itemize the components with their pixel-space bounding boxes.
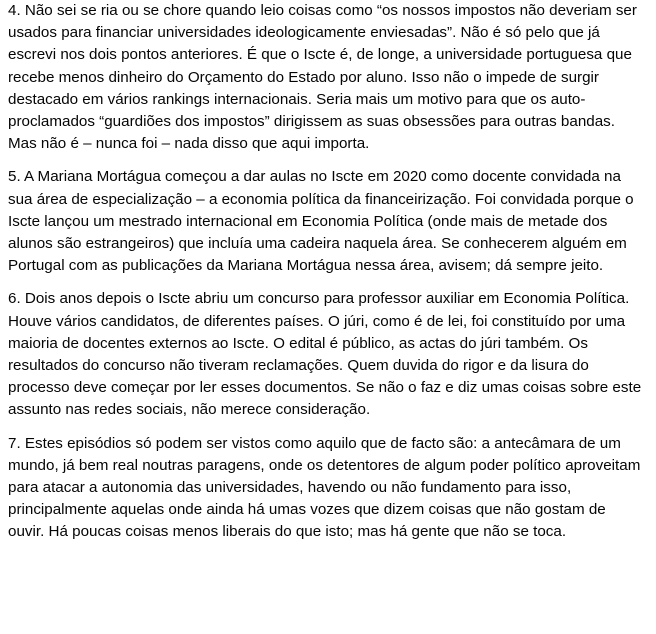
paragraph-7: 7. Estes episódios só podem ser vistos como aquilo que de facto são: a antecâmara de um mundo, já bem real noutras paragens, onde os detentores de algum poder político aproveitam para atacar a autonomia das universidades, havendo ou não fundamento para isso, principalmente aquelas onde ainda há umas vozes que dizem coisas que não gostam de ouvir. Há poucas coisas menos liberais do que isto; mas há gente que não se toca. [8,434,641,541]
post-body [8,0,644,555]
paragraph-6: 6. Dois anos depois o Iscte abriu um concurso para professor auxiliar em Economia Política. Houve vários candidatos, de diferentes países. O júri, como é de lei, foi constituído por uma maioria de docentes externos ao Iscte. O edital é público, as actas do júri também. Os resultados do concurso não tiveram reclamações. Quem duvida do rigor e da lisura do processo deve começar por ler esses documentos. Se não o faz e diz umas coisas sobre este assunto nas redes sociais, não merece consideração. [8,290,642,419]
paragraph-4: 4. Não sei se ria ou se chore quando leio coisas como “os nossos impostos não deveriam ser usados para financiar universidades ideologicamente enviesadas”. Não é só pelo que já escrevi nos dois pontos anteriores. É que o Iscte é, de longe, a universidade portuguesa que recebe menos dinheiro do Orçamento do Estado por aluno. Isso não o impede de surgir destacado em vários rankings internacionais. Seria mais um motivo para que os auto-proclamados “guardiões dos impostos” dirigissem as suas obsessões para outras bandas. Mas não é – nunca foi – nada disso que aqui importa. [8,2,637,153]
paragraph-5: 5. A Mariana Mortágua começou a dar aulas no Iscte em 2020 como docente convidada na sua área de especialização – a economia política da financeirização. Foi convidada porque o Iscte lançou um mestrado internacional em Economia Política (onde mais de metade dos alunos são estrangeiros) que incluía uma cadeira naquela área. Se conhecerem alguém em Portugal com as publicações da Mariana Mortágua nessa área, avisem; dá sempre jeito. [8,168,634,275]
